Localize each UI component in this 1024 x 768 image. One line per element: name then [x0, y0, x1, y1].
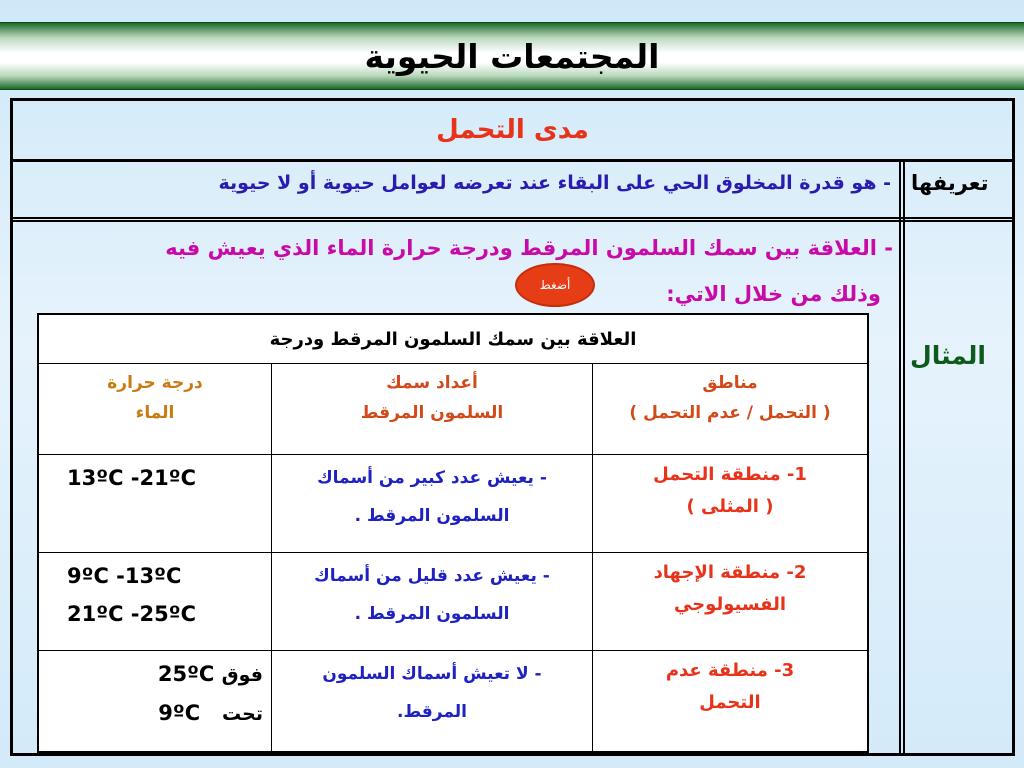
slide-title: المجتمعات الحيوية: [364, 36, 660, 76]
temp-above-word: فوق: [221, 664, 263, 687]
header-regions: [593, 364, 869, 455]
region-cell: [593, 455, 869, 553]
count-cell: [272, 553, 593, 651]
column-divider: [899, 159, 905, 753]
temp-below-word: تحت: [222, 703, 263, 726]
content-frame: [10, 98, 1015, 756]
example-line-2: وذلك من خلال الاتي:: [666, 282, 881, 306]
count-line2: السلمون المرقط .: [354, 506, 510, 526]
header-regions-line2: ( التحمل / عدم التحمل ): [629, 403, 831, 423]
table-row: [38, 553, 868, 651]
press-button[interactable]: أضغط: [515, 263, 595, 307]
count-line2: المرقط.: [397, 702, 467, 723]
temperature-cell: [38, 651, 272, 752]
count-line1: - يعيش عدد كبير من أسماك: [317, 468, 547, 488]
example-line-1: - العلاقة بين سمك السلمون المرقط ودرجة حرارة الماء الذي يعيش فيه: [165, 236, 893, 260]
temp-above: [67, 655, 263, 694]
temp-above-value: 25ºC: [157, 662, 215, 687]
example-label: المثال: [910, 341, 987, 370]
temperature-cell: [38, 553, 272, 651]
header-regions-line1: مناطق: [702, 373, 758, 393]
count-line2: السلمون المرقط .: [354, 604, 510, 625]
header-temp-line1: درجة حرارة: [107, 373, 203, 393]
region-line1: 3- منطقة عدم: [665, 660, 795, 682]
region-line2: التحمل: [699, 692, 761, 714]
temp-line1: 13ºC -21ºC: [67, 466, 196, 490]
count-cell: [272, 455, 593, 553]
section-header: مدى التحمل: [13, 101, 1012, 162]
example-intro: [63, 225, 893, 317]
header-temp-line2: الماء: [135, 403, 175, 423]
row-divider: [13, 217, 1012, 222]
temperature-cell: [38, 455, 272, 553]
header-temperature: [38, 364, 272, 455]
temp-line2: 21ºC -25ºC: [67, 602, 196, 627]
temp-line1: 9ºC -13ºC: [67, 564, 182, 589]
table-row: [38, 651, 868, 752]
region-line1: 2- منطقة الإجهاد: [653, 562, 807, 584]
definition-label: تعريفها: [911, 171, 989, 195]
region-line1: 1- منطقة التحمل: [653, 464, 807, 485]
region-line2: ( المثلى ): [686, 496, 774, 517]
temp-below: [67, 694, 263, 733]
header-count-line1: أعداد سمك: [386, 373, 478, 393]
count-cell: [272, 651, 593, 752]
temp-below-value: 9ºC: [158, 701, 201, 726]
region-cell: [593, 651, 869, 752]
table-caption: العلاقة بين سمك السلمون المرقط ودرجة: [38, 314, 868, 364]
count-line1: - يعيش عدد قليل من أسماك: [314, 566, 550, 587]
trout-temperature-table: [37, 313, 869, 753]
definition-text: - هو قدرة المخلوق الحي على البقاء عند تعرضه لعوامل حيوية أو لا حيوية: [218, 172, 891, 194]
title-bar: [0, 22, 1024, 90]
region-line2: الفسيولوجي: [673, 594, 787, 616]
table-row: [38, 455, 868, 553]
header-count-line2: السلمون المرقط: [360, 403, 504, 423]
header-count: [272, 364, 593, 455]
count-line1: - لا تعيش أسماك السلمون: [322, 664, 542, 685]
region-cell: [593, 553, 869, 651]
